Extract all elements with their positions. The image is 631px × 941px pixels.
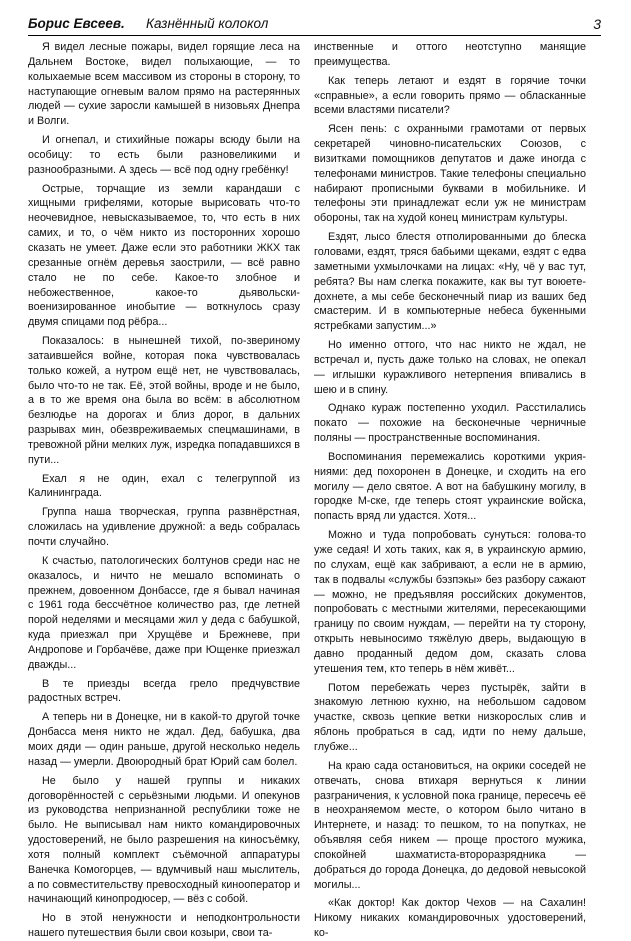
header-rule <box>28 35 601 36</box>
paragraph: И огнепал, и стихийные пожары всюду были на особицу: то есть были разновеликими и разнообразными. А здесь — всё под одну гребёнку! <box>28 134 300 176</box>
paragraph: Как теперь летают и ездят в горячие точки «справные», а если говорить прямо — обласканные всеми властями писатели? <box>314 74 586 117</box>
paragraph: «Как доктор! Как доктор Чехов — на Сахалин! Никому никаких командировочных удостоверений, ко- <box>314 897 586 940</box>
header-book-title: Казнённый колокол <box>146 16 269 31</box>
left-text-column <box>28 40 300 940</box>
paragraph: Но в этой ненужности и неподконтрольности нашего путешествия были свои козыри, свои та- <box>28 912 300 940</box>
paragraph: На краю сада остановиться, на окрики соседей не отвечать, снова втихаря вернуться к линии разграничения, к условной пока границе, пересечь её в неохраняемом месте, о котором было читано в Интернете, и назад: то пешком, то на попутках, не объявляя себя никем — проще простого мужика, спокойней шахматиста-второразрядника — добраться до города Донецка, до дедовой невысокой могилы... <box>314 759 586 891</box>
paragraph: Показалось: в нынешней тихой, по-звериному затаившейся войне, которая пока чувствовалась только кожей, а нутром ещё нет, не чувствовалась, было что-то не так. Её, этой войны, вроде и не было, а в то же время она была во всём: в абсолютном безлюдье на дорогах и близ дорог, в дальних разрывах мин, обезвреживаемых спецмашинами, в тревожной рйни мелких луж, изредка попадавшихся в пути... <box>28 335 300 466</box>
paragraph-continued: инственные и оттого неотступно манящие преимущества. <box>314 41 586 68</box>
paragraph: Потом перебежать через пустырёк, зайти в знакомую летнюю кухню, на небольшом садовом участке, сквозь цепкие ветки низкорослых слив и яблонь пробраться в сад, идти по нему дальше, глубже... <box>314 681 586 753</box>
paragraph: Однако кураж постепенно уходил. Расстилались покато — похожие на бесконечные черничные поляны — пространственные воспоминания. <box>314 402 586 445</box>
paragraph: Ездят, лысо блестя отполированными до блеска головами, ездят, тряся бабьими щеками, ездят с едва заметными ухмылочками на лицах: «Ну, чё у вас тут, ребята? Вы нам слегка покажите, как вы тут воюете-дохнете, а мы себе бесконечный пиар из ваших бед смастерим. И в компьютерные небеса букенными ястребками запустим...» <box>314 231 586 333</box>
paragraph: Воспоминания перемежались короткими укрияниями: дед похоронен в Донецке, и сходить на его могилу — дело святое. А вот на бабушкину могилу, в городке М-ске, где теперь стоят украинские войска, попасть вряд ли удастся. Хотя... <box>314 450 586 523</box>
paragraph: К счастью, патологических болтунов среди нас не оказалось, и ничто не мешало вспоминать о прежнем, довоенном Донбассе, где я бывал начиная с 1961 года бессчётное количество раз, где летней порой неделями и месяцами жил у деда с бабушкой, куда приезжал при Хрущёве и Брежневе, при Андропове и Горбачёве, даже при Ющенке приезжал дважды... <box>28 554 300 671</box>
running-header <box>28 16 601 36</box>
page-number: 3 <box>593 16 601 32</box>
header-author: Борис Евсеев. <box>28 16 125 31</box>
paragraph: В те приезды всегда грело предчувствие радостных встреч. <box>28 677 300 705</box>
paragraph: А теперь ни в Донецке, ни в какой-то другой точке Донбасса меня никто не ждал. Дед, бабушка, два моих дяди — один раньше, другой несколько недель назад — умерли. Двоюродный брат Юрий сам болел. <box>28 711 300 768</box>
paragraph: Острые, торчащие из земли карандаши с хищными грифелями, которые вырисовать что-то неочевидное, невысказываемое, то, что есть в них самих, и то, о чём никто из посторонних хорошо сказать не умеет. Даже если это работники ЖКХ так срезанные огнём деревья заострили, — всё равно стало не по себе. Какое-то злобное и небожественное, какое-то дьявольски-военизированное инобытие — воткнулось сразу двумя спицами под рёбра... <box>28 182 300 329</box>
paragraph: Ясен пень: с охранными грамотами от первых секретарей чиновно-писательских Союзов, с визитками помощников депутатов и даже иногда с телефонами министров. Такие телефоны специально набирают прописными буквами в мобильнике. И телефоны эти принадлежат если уж не министрам обороны, так на худой конец министрам культуры. <box>314 123 586 225</box>
paragraph: Но именно оттого, что нас никто не ждал, не встречал и, пусть даже только на словах, не опекал — иглышки куражливого нетерпения впивались в шею и в спину. <box>314 339 586 396</box>
paragraph: Можно и туда попробовать сунуться: голова-то уже седая! И хоть таких, как я, в украинскую армию, по слухам, ещё как забривают, а если не в армию, так в подвалы «службы бэзпэкы» без разбору сажают — можно, не предъявляя российских документов, попробовать с местными жителями, пересекающими границу по своим нуждам, — перейти на ту сторону, открыть невыносимо тяжёлую дверь, выдающую в давно проданный дедом дом, сказать слова утешения тем, кто теперь в нём живёт... <box>314 529 586 675</box>
right-text-column <box>314 40 586 940</box>
paragraph: Я видел лесные пожары, видел горящие леса на Дальнем Востоке, видел полыхающие, — то колыхаемые всем массивом из стороны в сторону, то наступающие огневым валом прямо на растерянных людей — сухие заросли камышей в низовьях Днепра и Волги. <box>28 41 300 128</box>
paragraph: Ехал я не один, ехал с телегруппой из Калининграда. <box>28 472 300 500</box>
paragraph: Группа наша творческая, группа развнёрстная, сложилась на удивление дружной: а ведь собралась почти случайно. <box>28 506 300 548</box>
paragraph: Не было у нашей группы и никаких договорённостей с серьёзными людьми. И опекунов из руководства непризнанной республики тоже не было. Не выписывал нам никто командировочных удостоверений, не было разрешения на киносъёмку, хотя полный комплект съёмочной аппаратуры Ванечка Комогорцев, — вдумчивый наш мыслитель, а по совместительству превосходный кинооператор и начинающий кинопродюсер, — вёз с собой. <box>28 774 300 906</box>
